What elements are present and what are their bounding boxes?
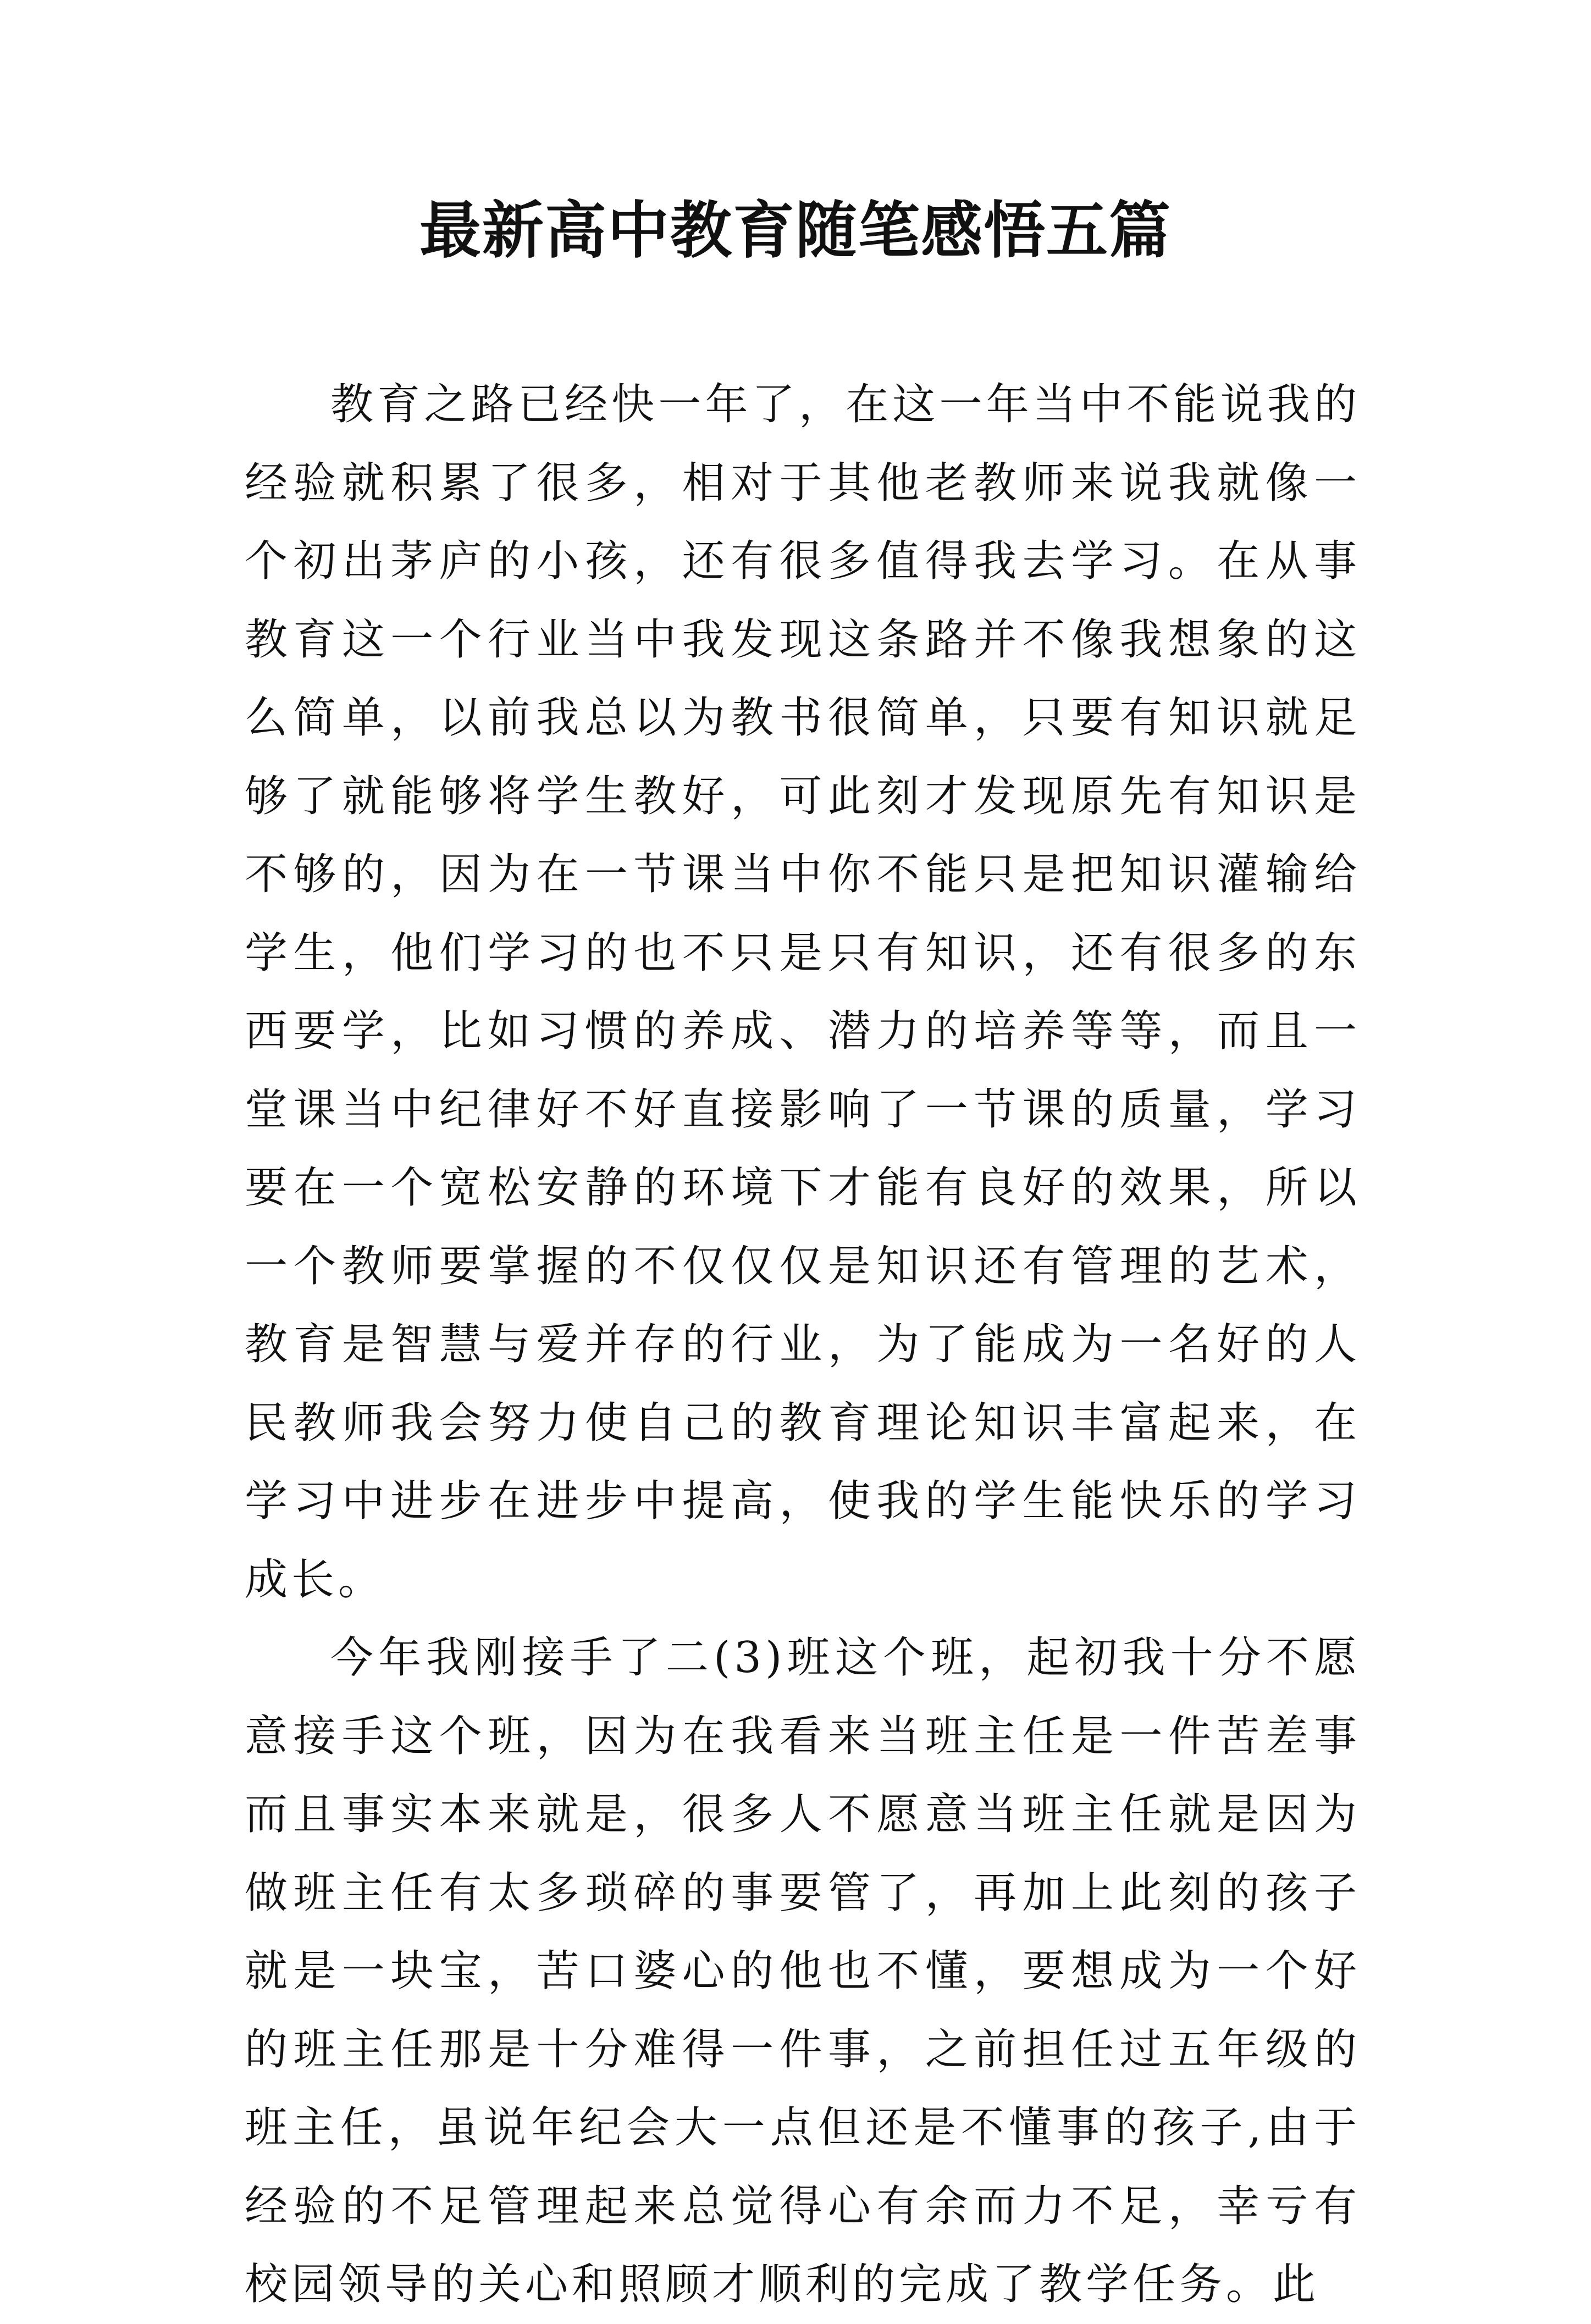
document-body bbox=[245, 366, 1361, 2324]
paragraph-1: 教育之路已经快一年了，在这一年当中不能说我的经验就积累了很多，相对于其他老教师来说我就像一个初出茅庐的小孩，还有很多值得我去学习。在从事教育这一个行业当中我发现这条路并不像我想象的这么简单，以前我总以为教书很简单，只要有知识就足够了就能够将学生教好，可此刻才发现原先有知识是不够的，因为在一节课当中你不能只是把知识灌输给学生，他们学习的也不只是只有知识，还有很多的东西要学，比如习惯的养成、潜力的培养等等，而且一堂课当中纪律好不好直接影响了一节课的质量，学习要在一个宽松安静的环境下才能有良好的效果，所以一个教师要掌握的不仅仅仅是知识还有管理的艺术，教育是智慧与爱并存的行业，为了能成为一名好的人民教师我会努力使自己的教育理论知识丰富起来，在学习中进步在进步中提高，使我的学生能快乐的学习成长。 bbox=[245, 380, 1361, 1604]
paragraph-2: 今年我刚接手了二(3)班这个班，起初我十分不愿意接手这个班，因为在我看来当班主任是一件苦差事而且事实本来就是，很多人不愿意当班主任就是因为做班主任有太多琐碎的事要管了，再加上此刻的孩子就是一块宝，苦口婆心的他也不懂，要想成为一个好的班主任那是十分难得一件事，之前担任过五年级的班主任，虽说年纪会大一点但还是不懂事的孩子,由于经验的不足管理起来总觉得心有余而力不足，幸亏有校园领导的关心和照顾才顺利的完成了教学任务。此 bbox=[245, 1633, 1361, 2309]
document-title: 最新高中教育随笔感悟五篇 bbox=[419, 195, 1172, 267]
